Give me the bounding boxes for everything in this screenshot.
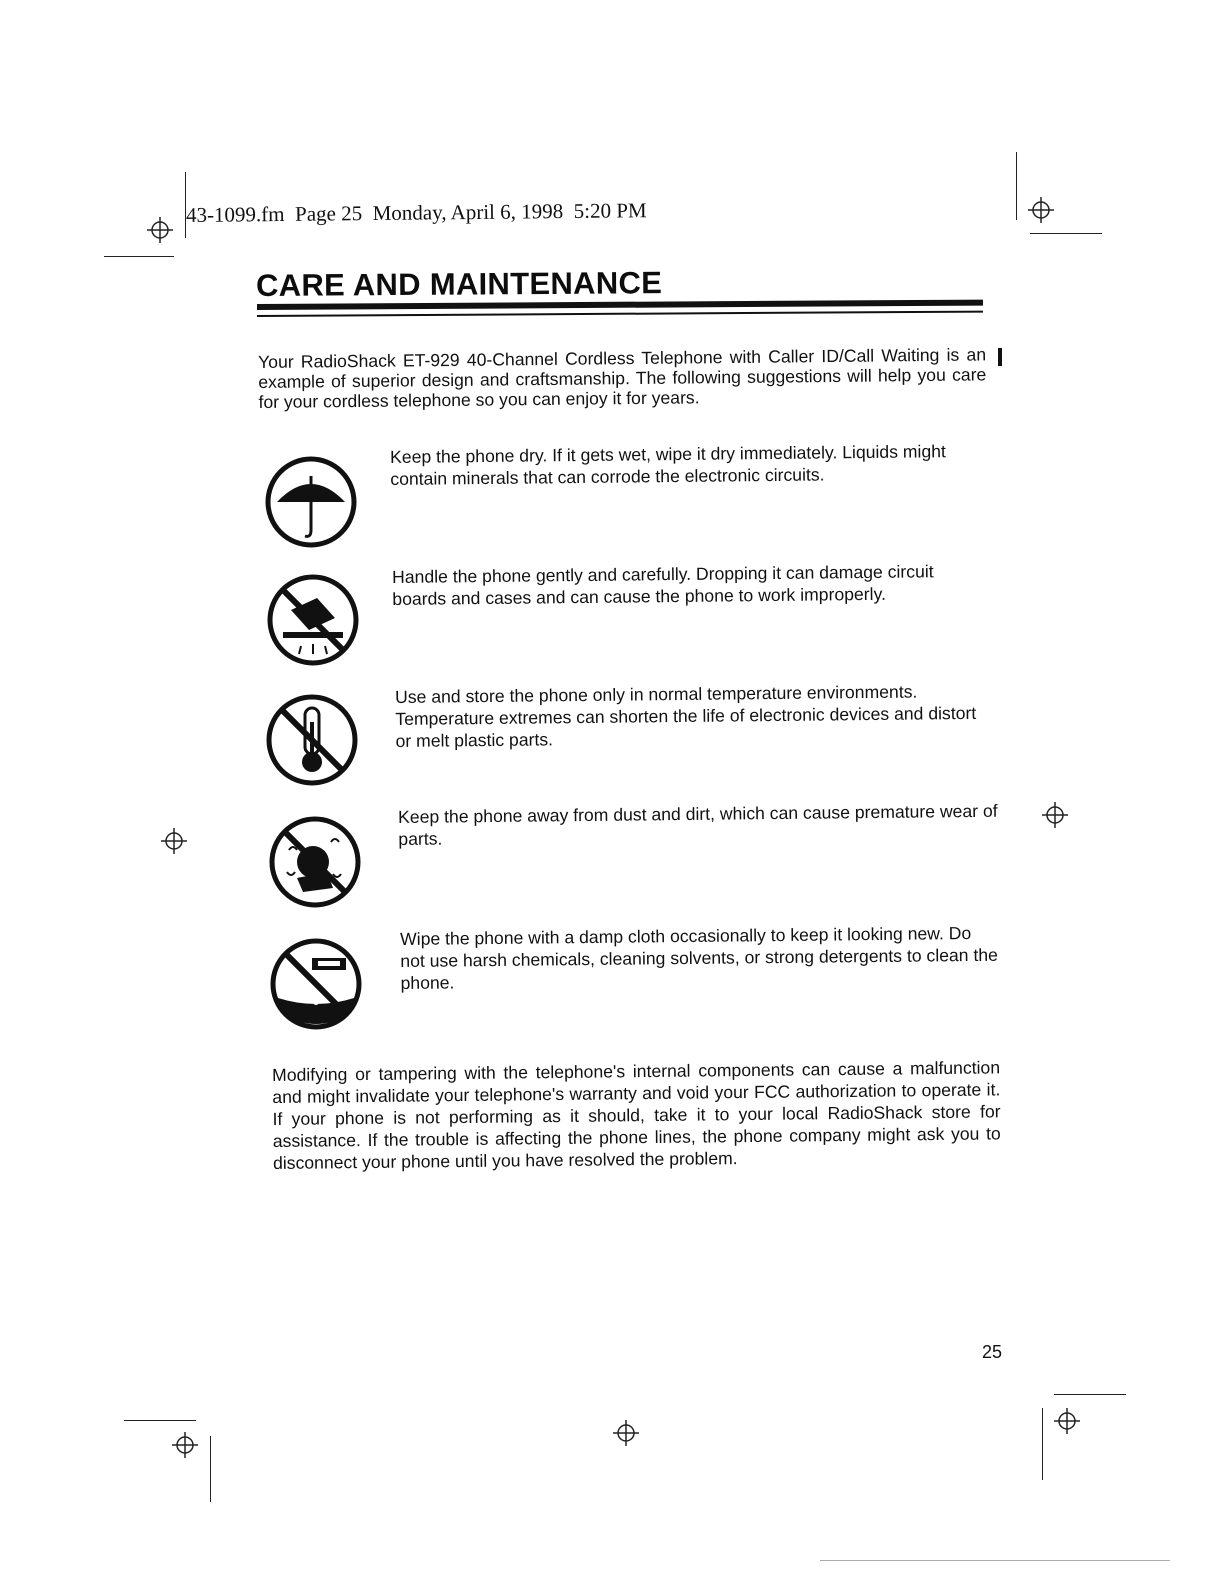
page-label: Page 25: [294, 201, 363, 226]
print-date: Monday, April 6, 1998: [372, 199, 564, 226]
no-dropping-icon: [265, 572, 361, 668]
registration-mark-icon: [145, 215, 175, 245]
registration-mark-icon: [1052, 1406, 1082, 1436]
list-item: Wipe the phone with a damp cloth occasionally to keep it looking new. Do not use harsh chemicals, cleaning solvents, or strong detergents to clean the phone.: [400, 923, 998, 993]
file-slug: 43-1099.fm: [185, 201, 285, 227]
no-dust-icon: [267, 814, 363, 910]
intro-paragraph: Your RadioShack ET-929 40-Channel Cordless Telephone with Caller ID/Call Waiting is an example of superior design and craftsmanship. The following suggestions will help you care for your cordless telephone so you can enjoy it for years.: [258, 344, 987, 412]
page-number: 25: [982, 1342, 1003, 1362]
title-rule-thin: [257, 311, 983, 317]
registration-mark-icon: [1026, 195, 1056, 225]
no-harsh-chemicals-icon: [268, 936, 364, 1032]
closing-paragraph: Modifying or tampering with the telephone's internal components can cause a malfunction and might invalidate your telephone's warranty and void your FCC authorization to operate it. If your phone is not performing as it should, take it to your local RadioShack store for assistance. If the trouble is affecting the phone lines, the phone company might ask you to disconnect your phone until you have resolved the problem.: [272, 1057, 1001, 1173]
list-item: Keep the phone away from dust and dirt, which can cause premature wear of parts.: [398, 800, 998, 849]
registration-mark-icon: [1040, 800, 1070, 830]
registration-mark-icon: [170, 1430, 200, 1460]
registration-mark-icon: [159, 826, 189, 856]
no-temperature-extremes-icon: [264, 692, 360, 788]
page-title: CARE AND MAINTENANCE: [255, 265, 663, 303]
change-bar: [998, 348, 1002, 366]
list-item: Handle the phone gently and carefully. Dropping it can damage circuit boards and cases and can cause the phone to work improperly.: [392, 561, 934, 609]
list-item: Keep the phone dry. If it gets wet, wipe it dry immediately. Liquids might contain minerals that can corrode the electronic circuits.: [390, 441, 946, 489]
list-item: Use and store the phone only in normal temperature environments. Temperature extremes can shorten the life of electronic devices and distort or melt plastic parts.: [395, 681, 977, 751]
registration-mark-icon: [611, 1418, 641, 1448]
print-time: 5:20 PM: [573, 198, 647, 223]
print-header: [186, 198, 647, 228]
umbrella-icon: [263, 454, 359, 550]
